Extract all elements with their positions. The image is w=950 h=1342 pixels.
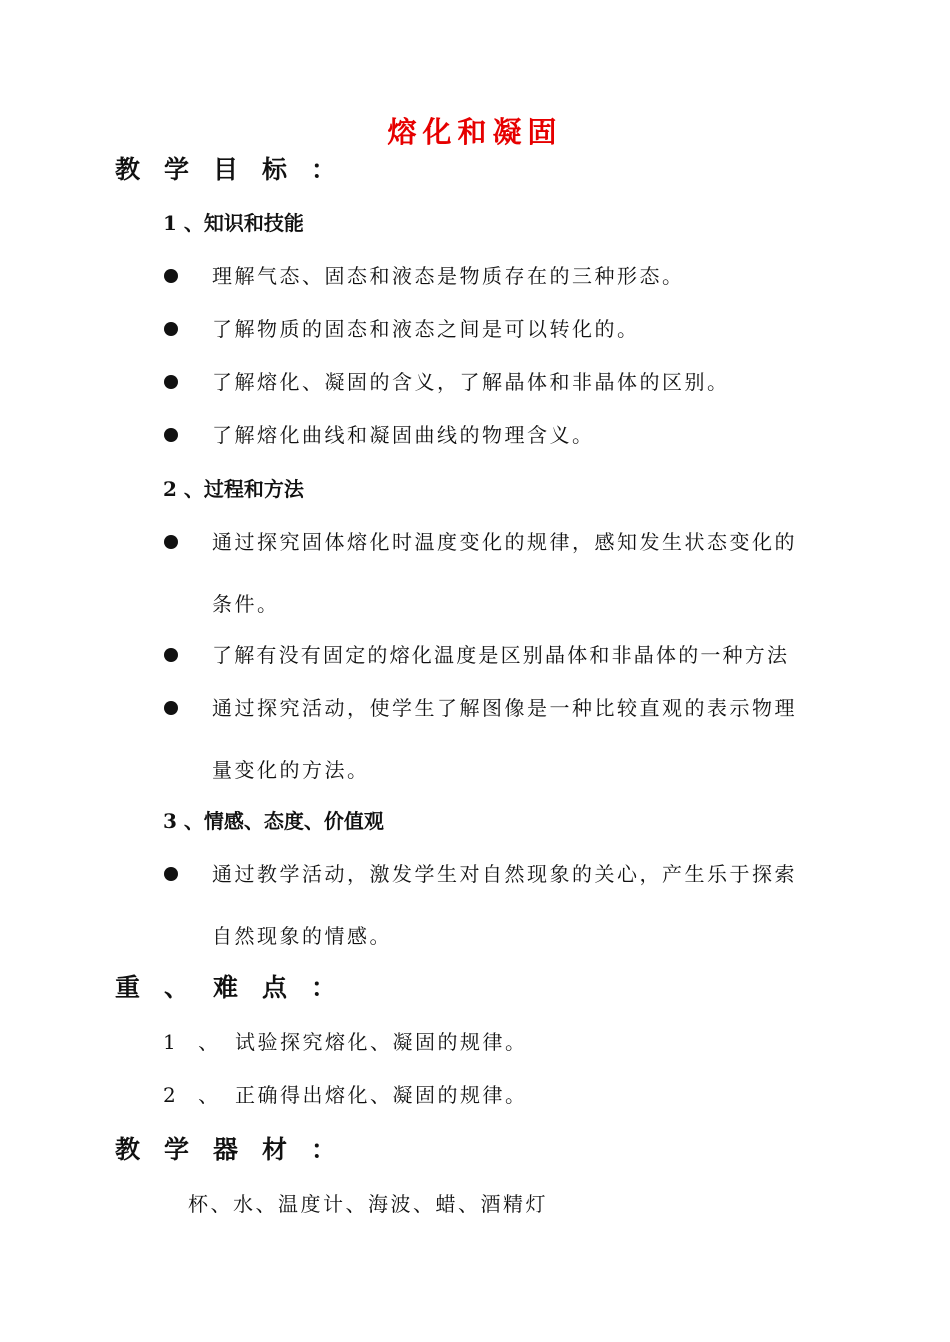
list-item-text-continued: 量变化的方法。 <box>212 758 370 782</box>
bullet-icon <box>164 375 178 389</box>
heading-char: 材 <box>262 1135 288 1164</box>
list-item-text: 了解物质的固态和液态之间是可以转化的。 <box>212 317 640 341</box>
bullet-icon <box>164 535 178 549</box>
attitude-subheading: 3 、情感、态度、价值观 <box>163 809 384 833</box>
heading-char: 教 <box>115 1135 141 1164</box>
heading-char: 难 <box>213 973 239 1002</box>
bullet-icon <box>164 648 178 662</box>
document-title: 熔化和凝固 <box>387 115 563 149</box>
heading-char: ： <box>311 1135 337 1164</box>
list-item-text: 了解熔化曲线和凝固曲线的物理含义。 <box>212 423 595 447</box>
key-points-heading <box>115 973 336 1003</box>
list-item-text: 了解熔化、凝固的含义，了解晶体和非晶体的区别。 <box>212 370 730 394</box>
item-number: 1 、 <box>163 1030 227 1054</box>
heading-char: 、 <box>164 973 190 1002</box>
key-point-item <box>163 1082 528 1108</box>
materials-list: 杯、水、温度计、海波、蜡、酒精灯 <box>188 1192 548 1216</box>
bullet-icon <box>164 428 178 442</box>
list-item-text: 通过探究固体熔化时温度变化的规律，感知发生状态变化的 <box>212 530 797 554</box>
list-item-text: 了解有没有固定的熔化温度是区别晶体和非晶体的一种方法 <box>212 643 790 667</box>
heading-char: 教 <box>115 155 141 184</box>
list-item-text-continued: 自然现象的情感。 <box>212 924 392 948</box>
objectives-heading <box>115 155 336 185</box>
knowledge-subheading: 1 、知识和技能 <box>163 211 304 235</box>
materials-heading <box>115 1135 336 1165</box>
bullet-icon <box>164 322 178 336</box>
item-text: 正确得出熔化、凝固的规律。 <box>235 1083 528 1107</box>
heading-char: 点 <box>262 973 288 1002</box>
heading-char: 学 <box>164 155 190 184</box>
item-number: 2 、 <box>163 1083 227 1107</box>
process-subheading: 2 、过程和方法 <box>163 477 304 501</box>
bullet-icon <box>164 269 178 283</box>
list-item-text: 通过探究活动，使学生了解图像是一种比较直观的表示物理 <box>212 696 797 720</box>
heading-char: 重 <box>115 973 141 1002</box>
list-item-text: 理解气态、固态和液态是物质存在的三种形态。 <box>212 264 685 288</box>
bullet-icon <box>164 867 178 881</box>
list-item-text: 通过教学活动，激发学生对自然现象的关心，产生乐于探索 <box>212 862 797 886</box>
key-point-item <box>163 1029 528 1055</box>
item-text: 试验探究熔化、凝固的规律。 <box>235 1030 528 1054</box>
heading-char: 器 <box>213 1135 239 1164</box>
bullet-icon <box>164 701 178 715</box>
heading-char: 目 <box>213 155 239 184</box>
heading-char: ： <box>311 973 337 1002</box>
heading-char: 学 <box>164 1135 190 1164</box>
heading-char: ： <box>311 155 337 184</box>
list-item-text-continued: 条件。 <box>212 592 280 616</box>
heading-char: 标 <box>262 155 288 184</box>
